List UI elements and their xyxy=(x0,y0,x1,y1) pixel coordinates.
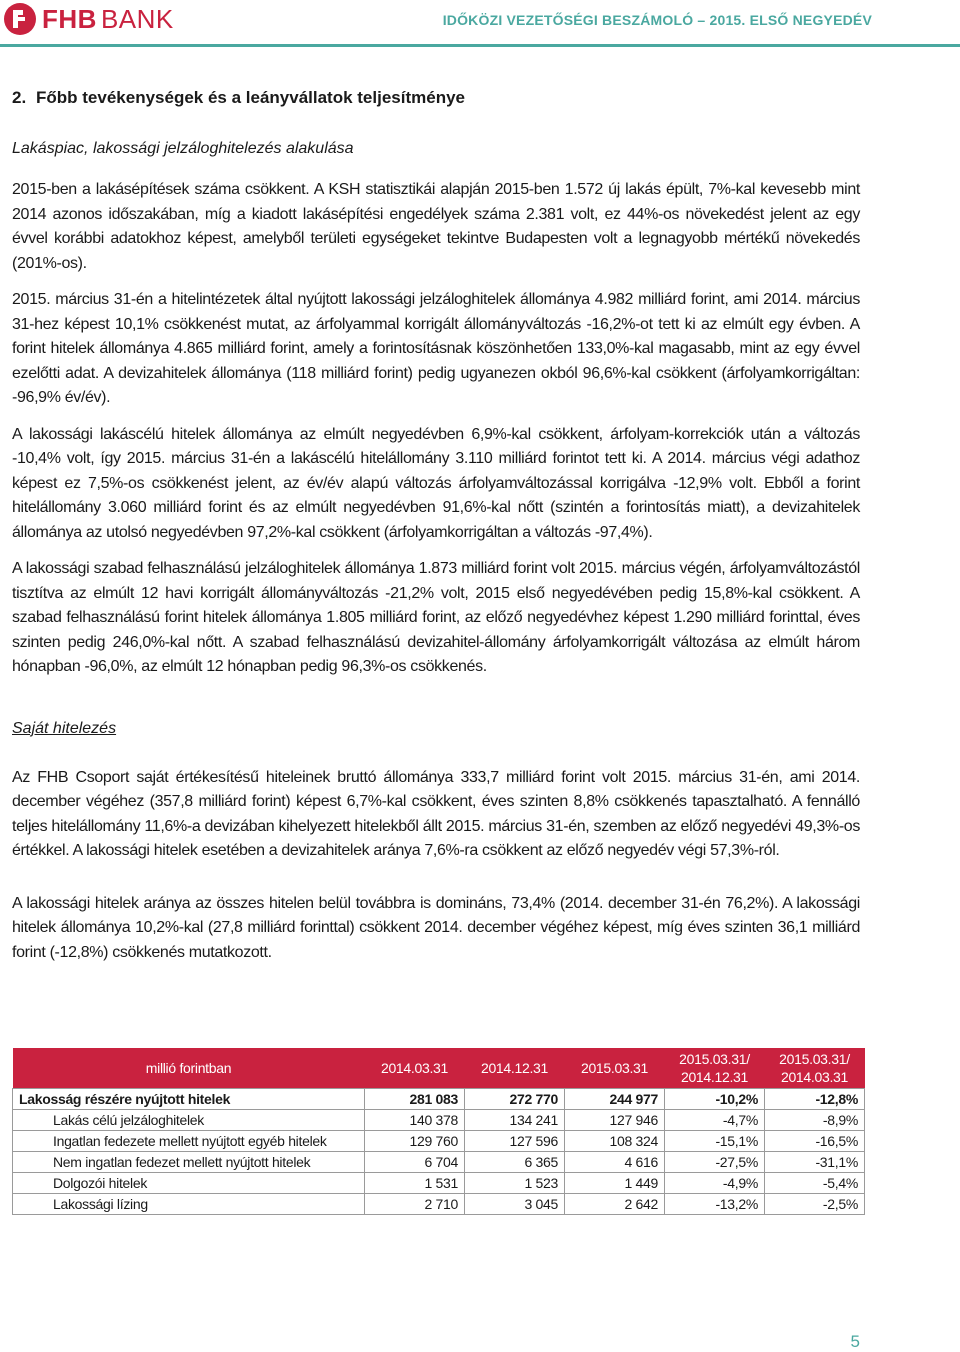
cell: 244 977 xyxy=(565,1089,665,1110)
table-row xyxy=(13,1194,865,1215)
header-col: 2014.12.31 xyxy=(465,1048,565,1089)
table-row xyxy=(13,1089,865,1110)
cell: 2 642 xyxy=(565,1194,665,1215)
cell: 1 449 xyxy=(565,1173,665,1194)
cell: -15,1% xyxy=(665,1131,765,1152)
cell: 1 531 xyxy=(365,1173,465,1194)
cell: 4 616 xyxy=(565,1152,665,1173)
header-col: 2015.03.31/ 2014.12.31 xyxy=(665,1048,765,1089)
row-label: Dolgozói hitelek xyxy=(13,1173,365,1194)
table-row xyxy=(13,1152,865,1173)
cell: -5,4% xyxy=(765,1173,865,1194)
cell: 2 710 xyxy=(365,1194,465,1215)
paragraph: A lakossági szabad felhasználású jelzáloghitelek állománya 1.873 milliárd forint volt 2015. március végén, árfolyamváltozástól tisztítva az elmúlt 12 havi korrigált állományváltozás -21,2% volt, 2015 első negyedévében pedig 15,8%-kal csökkent. A szabad felhasználású forint hitelek állománya 1.805 milliárd forint, az előző negyedévhez képest 1.290 milliárd forinttal, éves szinten pedig 246,0%-kal nőtt. A szabad felhasználású devizahitel-állomány árfolyamkorrigált változása az elmúlt három hónapban -96,0%, az elmúlt 12 hónapban pedig 96,3%-os csökkenés. xyxy=(12,560,860,675)
header-col: 2015.03.31 xyxy=(565,1048,665,1089)
bank-name: FHB BANK xyxy=(42,3,174,34)
header-col: 2015.03.31/ 2014.03.31 xyxy=(765,1048,865,1089)
table-row xyxy=(13,1173,865,1194)
page-header xyxy=(0,0,960,40)
row-label: Nem ingatlan fedezet mellett nyújtott hitelek xyxy=(13,1152,365,1173)
fhb-logo-icon xyxy=(4,3,36,35)
cell: -2,5% xyxy=(765,1194,865,1215)
cell: 129 760 xyxy=(365,1131,465,1152)
cell: 108 324 xyxy=(565,1131,665,1152)
cell: -31,1% xyxy=(765,1152,865,1173)
paragraph: 2015. március 31-én a hitelintézetek által nyújtott lakossági jelzáloghitelek állománya 4.982 milliárd forint, ami 2014. március 31-hez képest 10,1% csökkenést mutat, az árfolyammal korrigált állományváltozás -16,2%-ot tett ki az elmúlt egy évben. A forint hitelek állománya 4.865 milliárd forint, amely a forintosításnak köszönhetően 133,0%-kal magasabb, mint az egy évvel ezelőtti adat. A devizahitelek állománya (118 milliárd forint) pedig ugyanezen okból 96,6%-kal csökkent (árfolyamkorrigáltan: -96,9% év/év). xyxy=(12,291,860,406)
report-title: IDŐKÖZI VEZETŐSÉGI BESZÁMOLÓ – 2015. ELSŐ NEGYEDÉV xyxy=(442,12,872,28)
subsection-title-housing: Lakáspiac, lakossági jelzáloghitelezés alakulása xyxy=(12,140,354,157)
paragraph: A lakossági lakáscélú hitelek állománya az elmúlt negyedévben 6,9%-kal csökkent, árfolyam-korrekciók után a változás -10,4% volt, így 2015. március 31-én a lakáscélú hitelállomány 3.110 milliárd forintot tett ki. A 2014. március végi adathoz képest ez 7,5%-os csökkenést jelent, az év/év alapú változás árfolyamváltozással korrigálva -12,9% volt. Ebből a forint hitelállomány 3.060 milliárd forint és az elmúlt negyedévben 91,6%-kal nőtt (szintén a forintosítás miatt), a devizahitelek állománya az utolsó negyedévben 97,2%-kal csökkent (árfolyamkorrigáltan a változás -97,4%). xyxy=(12,425,860,541)
cell: 127 596 xyxy=(465,1131,565,1152)
header-col: 2014.03.31 xyxy=(365,1048,465,1089)
cell: 272 770 xyxy=(465,1089,565,1110)
header-divider xyxy=(0,44,960,47)
table-header-row xyxy=(13,1048,865,1089)
cell: -13,2% xyxy=(665,1194,765,1215)
cell: 1 523 xyxy=(465,1173,565,1194)
paragraph: A lakossági hitelek aránya az összes hitelen belül továbbra is domináns, 73,4% (2014. december 31-én 76,2%). A lakossági hitelek állománya 10,2%-kal (27,8 milliárd forinttal) csökkent 2014. december végéhez képest, míg éves szinten 36,1 milliárd forint (-12,8%) csökkenés mutatkozott. xyxy=(12,894,860,961)
bank-logo xyxy=(4,3,174,35)
cell: 6 365 xyxy=(465,1152,565,1173)
subsection-title-own-lending: Saját hitelezés xyxy=(12,719,117,737)
cell: -12,8% xyxy=(765,1089,865,1110)
cell: 140 378 xyxy=(365,1110,465,1131)
table-row xyxy=(13,1110,865,1131)
cell: -10,2% xyxy=(665,1089,765,1110)
page-number: 5 xyxy=(850,1332,860,1351)
row-label: Lakosság részére nyújtott hitelek xyxy=(13,1089,365,1110)
document-body xyxy=(12,88,860,965)
cell: 281 083 xyxy=(365,1089,465,1110)
section-title: 2. Főbb tevékenységek és a leányvállatok teljesítménye xyxy=(12,88,465,107)
row-label: Lakás célú jelzáloghitelek xyxy=(13,1110,365,1131)
cell: 3 045 xyxy=(465,1194,565,1215)
table-row xyxy=(13,1131,865,1152)
cell: 134 241 xyxy=(465,1110,565,1131)
cell: -4,9% xyxy=(665,1173,765,1194)
row-label: Lakossági lízing xyxy=(13,1194,365,1215)
row-label: Ingatlan fedezete mellett nyújtott egyéb hitelek xyxy=(13,1131,365,1152)
header-unit: millió forintban xyxy=(13,1048,365,1089)
cell: -8,9% xyxy=(765,1110,865,1131)
cell: -4,7% xyxy=(665,1110,765,1131)
paragraph: 2015-ben a lakásépítések száma csökkent. A KSH statisztikái alapján 2015-ben 1.572 új lakás épült, 7%-kal kevesebb mint 2014 azonos időszakában, míg a kiadott lakásépítési engedélyek száma 2.381 volt, ez 44%-os növekedést jelent az egy évvel korábbi adatokhoz képest, amelyből területi egységeket tekintve Budapesten volt a legnagyobb mértékű növekedés (201%-os). xyxy=(12,181,860,272)
cell: -27,5% xyxy=(665,1152,765,1173)
loans-table xyxy=(12,1048,865,1215)
paragraph: Az FHB Csoport saját értékesítésű hiteleinek bruttó állománya 333,7 milliárd forint volt 2015. március 31-én, ami 2014. december végéhez (357,8 milliárd forint) képest 6,7%-kal csökkent, éves szinten 8,8% csökkenés tapasztalható. A fennálló teljes hitelállomány 11,6%-a devizában kihelyezett hitelekből állt 2015. március 31-én, szemben az előző negyedévi 49,3%-os értékkel. A lakossági hitelek esetében a devizahitelek aránya 7,6%-ra csökkent az előző negyedév végi 57,3%-ról. xyxy=(12,768,860,859)
cell: 6 704 xyxy=(365,1152,465,1173)
cell: 127 946 xyxy=(565,1110,665,1131)
cell: -16,5% xyxy=(765,1131,865,1152)
